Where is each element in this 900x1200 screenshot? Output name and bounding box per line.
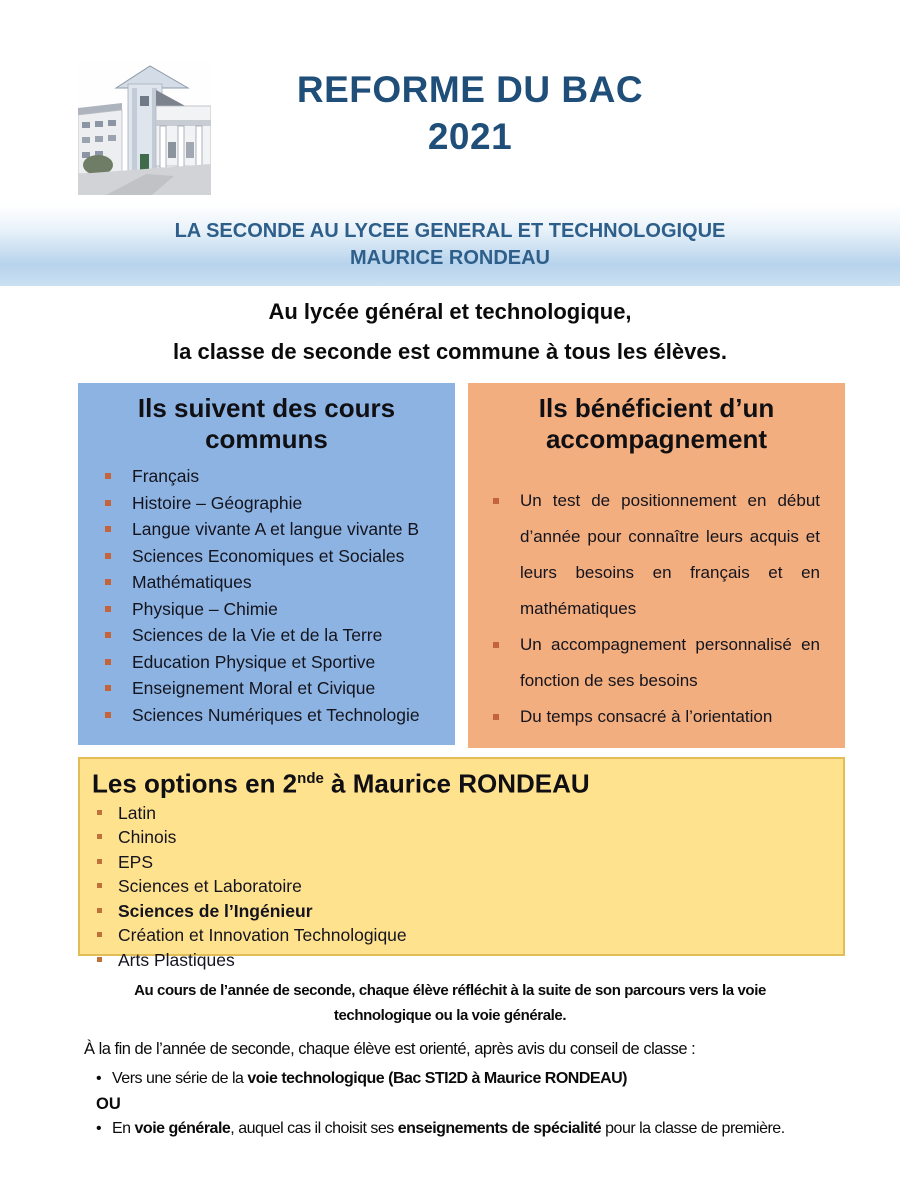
bullet-square-icon <box>105 632 111 638</box>
bullet-square-icon <box>97 859 102 864</box>
bullet-square-icon <box>105 473 111 479</box>
bullet-square-icon <box>105 606 111 612</box>
list-item <box>80 899 843 924</box>
bullet-dot-icon: • <box>96 1120 102 1137</box>
list-item-label: EPS <box>118 851 154 872</box>
bullet-square-icon <box>105 712 111 718</box>
list-item <box>78 675 455 702</box>
bullet2-bold-text-2: enseignements de spécialité <box>397 1120 602 1137</box>
common-courses-list <box>78 463 455 728</box>
support-title-line1: Ils bénéficient d’un <box>538 393 775 423</box>
page-title <box>230 66 710 160</box>
list-item-label: Chinois <box>118 827 177 848</box>
bullet-square-icon <box>105 579 111 585</box>
banner-line1: LA SECONDE AU LYCEE GENERAL ET TECHNOLOGIQUE <box>174 220 726 242</box>
support-box <box>468 383 845 748</box>
common-courses-box <box>78 383 455 745</box>
list-item <box>78 516 455 543</box>
list-item <box>80 923 843 948</box>
orientation-intro: À la fin de l’année de seconde, chaque élève est orienté, après avis du conseil de classe : <box>84 1040 696 1058</box>
intro-statement <box>0 292 900 372</box>
bullet-square-icon <box>493 498 499 504</box>
list-item <box>78 490 455 517</box>
list-item <box>468 483 845 627</box>
support-title-line2: accompagnement <box>545 424 768 454</box>
bullet-square-icon <box>97 834 102 839</box>
bullet-square-icon <box>97 883 102 888</box>
list-item <box>80 874 843 899</box>
list-item-label: Sciences et Laboratoire <box>118 876 302 897</box>
list-item-label: Education Physique et Sportive <box>132 651 376 672</box>
list-item-label: Sciences de la Vie et de la Terre <box>132 625 383 645</box>
support-title <box>468 383 845 455</box>
intro-line1: Au lycée général et technologique, <box>268 299 632 324</box>
reflection-line1: Au cours de l’année de seconde, chaque élève réfléchit à la suite de son parcours vers la voie <box>134 982 766 999</box>
banner-line2: MAURICE RONDEAU <box>350 247 550 269</box>
list-item-label: Sciences Numériques et Technologie <box>132 704 420 725</box>
bullet-square-icon <box>97 932 102 937</box>
ou-label: OU <box>96 1095 121 1113</box>
options-title-text-after: à Maurice RONDEAU <box>323 768 590 799</box>
options-title-text: Les options en 2 <box>92 768 298 799</box>
reflection-line2: technologique ou la voie générale. <box>333 1007 567 1024</box>
options-title-superscript: nde <box>297 770 324 787</box>
list-item <box>80 825 843 850</box>
bullet1-text: Vers une série de la <box>112 1070 248 1087</box>
bullet-square-icon <box>105 685 111 691</box>
list-item <box>80 801 843 826</box>
bullet2-text-post: pour la classe de première. <box>601 1120 785 1137</box>
bullet1-bold-text: voie technologique (Bac STI2D à Maurice RONDEAU) <box>247 1070 627 1087</box>
support-list <box>468 483 845 735</box>
bullet-square-icon <box>105 526 111 532</box>
bullet-square-icon <box>493 714 499 720</box>
common-courses-title <box>78 383 455 455</box>
bullet-square-icon <box>97 908 102 913</box>
list-item <box>78 649 455 676</box>
list-item <box>80 850 843 875</box>
section-banner <box>0 204 900 286</box>
orientation-bullet-2 <box>96 1120 785 1138</box>
list-item-label: Du temps consacré à l’orientation <box>520 707 773 726</box>
school-building-sketch-icon <box>78 62 211 195</box>
list-item-label: Latin <box>118 802 156 823</box>
list-item <box>78 543 455 570</box>
list-item-label: Création et Innovation Technologique <box>118 925 407 946</box>
orientation-bullet-1 <box>96 1070 627 1088</box>
list-item-label: Sciences de l’Ingénieur <box>118 900 313 921</box>
list-item <box>78 569 455 596</box>
options-title <box>92 764 843 799</box>
list-item-label: Histoire – Géographie <box>132 492 303 513</box>
options-box <box>78 757 845 970</box>
list-item-label: Physique – Chimie <box>132 598 278 619</box>
list-item-label: Sciences Economiques et Sociales <box>132 545 405 566</box>
list-item-label: Un accompagnement personnalisé en fonction de ses besoins <box>520 635 820 690</box>
list-item <box>78 463 455 490</box>
school-building-illustration <box>78 62 211 195</box>
list-item-label: Français <box>132 466 200 486</box>
bullet2-text-mid: , auquel cas il choisit ses <box>230 1120 398 1137</box>
intro-line2: la classe de seconde est commune à tous les élèves. <box>173 339 727 364</box>
common-courses-title-line1: Ils suivent des cours <box>137 393 396 423</box>
list-item-label: Mathématiques <box>132 572 252 592</box>
list-item-label: Un test de positionnement en début d’année pour connaître leurs acquis et leurs besoins en français et en mathématiques <box>520 491 820 618</box>
bullet-square-icon <box>97 957 102 962</box>
list-item <box>78 596 455 623</box>
bullet-square-icon <box>105 553 111 559</box>
list-item <box>78 702 455 729</box>
bullet-square-icon <box>105 659 111 665</box>
list-item <box>468 627 845 699</box>
common-courses-title-line2: communs <box>205 424 328 454</box>
list-item-label: Enseignement Moral et Civique <box>132 678 376 698</box>
bullet-square-icon <box>97 810 102 815</box>
bullet-square-icon <box>493 642 499 648</box>
page-title-line1: REFORME DU BAC <box>296 69 644 110</box>
list-item <box>78 622 455 649</box>
bullet2-bold-text-1: voie générale <box>134 1120 231 1137</box>
bullet-square-icon <box>105 500 111 506</box>
bullet2-text: En <box>112 1120 135 1137</box>
reflection-statement <box>0 978 900 1028</box>
list-item <box>468 699 845 735</box>
list-item-label: Arts Plastiques <box>118 949 235 970</box>
list-item-label: Langue vivante A et langue vivante B <box>132 519 420 539</box>
list-item <box>80 948 843 973</box>
page-title-line2: 2021 <box>427 116 513 157</box>
options-list <box>80 801 843 973</box>
bullet-dot-icon: • <box>96 1070 102 1087</box>
